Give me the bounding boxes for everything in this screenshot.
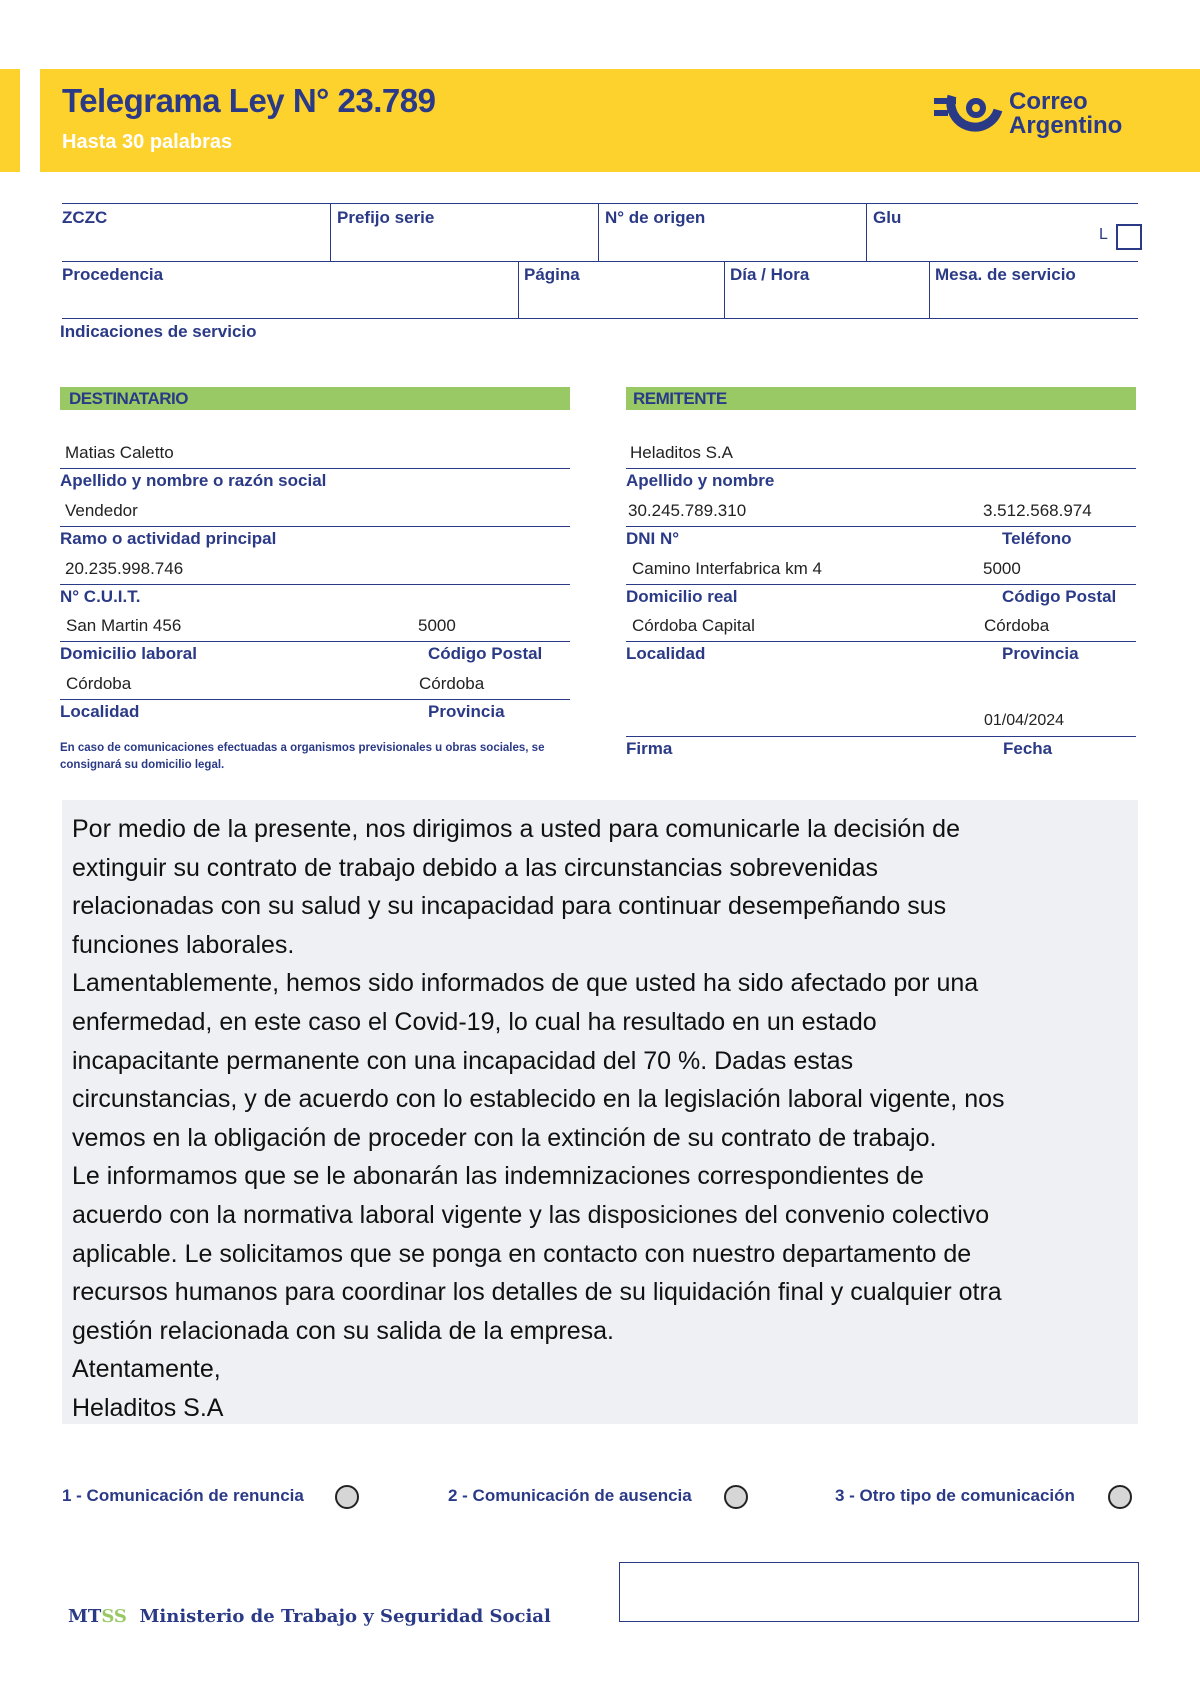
remitente-telefono-value[interactable]: 3.512.568.974 bbox=[983, 501, 1092, 520]
page-title: Telegrama Ley N° 23.789 bbox=[62, 82, 436, 119]
field-line bbox=[60, 641, 570, 642]
remitente-provincia-label: Provincia bbox=[1002, 644, 1079, 663]
destinatario-localidad-value[interactable]: Córdoba bbox=[66, 674, 132, 693]
remitente-dni-label: DNI N° bbox=[626, 529, 680, 548]
remitente-dni-value[interactable]: 30.245.789.310 bbox=[628, 501, 747, 520]
grid-top-line bbox=[62, 203, 1138, 204]
logo-line-2: Argentino bbox=[1009, 112, 1123, 139]
ministry-footer bbox=[68, 1606, 551, 1627]
label-zczc: ZCZC bbox=[62, 208, 108, 227]
grid-divider bbox=[330, 203, 331, 261]
remitente-fecha-label: Fecha bbox=[1003, 739, 1053, 758]
option-ausencia-radio[interactable] bbox=[724, 1485, 748, 1509]
remitente-localidad-label: Localidad bbox=[626, 644, 706, 663]
page-subtitle: Hasta 30 palabras bbox=[62, 131, 233, 153]
signature-box[interactable] bbox=[619, 1562, 1139, 1622]
field-line bbox=[60, 584, 570, 585]
remitente-provincia-value[interactable]: Córdoba bbox=[984, 616, 1050, 635]
destinatario-cp-label: Código Postal bbox=[428, 644, 543, 663]
label-prefijo-serie: Prefijo serie bbox=[337, 208, 435, 227]
destinatario-cp-value[interactable]: 5000 bbox=[418, 616, 456, 635]
destinatario-nombre-label: Apellido y nombre o razón social bbox=[60, 471, 327, 490]
field-line bbox=[626, 526, 1136, 527]
correo-argentino-logo-text bbox=[1009, 90, 1122, 138]
field-line bbox=[626, 468, 1136, 469]
logo-line-1: Correo bbox=[1009, 88, 1088, 115]
mtss-mt: MT bbox=[68, 1606, 102, 1627]
grid-divider bbox=[866, 203, 867, 261]
label-glu: Glu bbox=[873, 208, 902, 227]
message-text[interactable]: Por medio de la presente, nos dirigimos a usted para comunicarle la decisión de extinguir su contrato de trabajo debido a las circunstancias sobrevenidas relacionadas con su salud y su incapacidad para continuar desempeñando sus funciones laborales. Lamentablemente, hemos sido informados de que usted ha sido afectado por una enfermedad, en este caso el Covid-19, lo cual ha resultado en un estado incapacitante permanente con una incapacidad del 70 %. Dadas estas circunstancias, y de acuerdo con lo establecido en la legislación laboral vigente, nos vemos en la obligación de proceder con la extinción de su contrato de trabajo. Le informamos que se le abonarán las indemnizaciones correspondientes de acuerdo con la normativa laboral vigente y las disposiciones del convenio colectivo aplicable. Le solicitamos que se ponga en contacto con nuestro departamento de recursos humanos para coordinar los detalles de su liquidación final y cualquier otra gestión relacionada con su salida de la empresa. Atentamente, Heladitos S.A bbox=[72, 815, 1005, 1422]
destinatario-title: DESTINATARIO bbox=[69, 389, 188, 408]
remitente-title: REMITENTE bbox=[633, 389, 727, 408]
label-procedencia: Procedencia bbox=[62, 265, 164, 284]
field-line bbox=[60, 468, 570, 469]
field-line bbox=[626, 641, 1136, 642]
option-renuncia-radio[interactable] bbox=[335, 1485, 359, 1509]
destinatario-domicilio-label: Domicilio laboral bbox=[60, 644, 197, 663]
destinatario-localidad-label: Localidad bbox=[60, 702, 140, 721]
destinatario-ramo-label: Ramo o actividad principal bbox=[60, 529, 277, 548]
remitente-cp-value[interactable]: 5000 bbox=[983, 559, 1021, 578]
grid-bottom-line bbox=[62, 318, 1138, 319]
grid-row-line bbox=[62, 261, 1138, 262]
mtss-ss: SS bbox=[101, 1606, 127, 1627]
header-accent-strip bbox=[0, 69, 20, 172]
field-line bbox=[626, 584, 1136, 585]
field-line bbox=[60, 699, 570, 700]
destinatario-provincia-value[interactable]: Córdoba bbox=[419, 674, 485, 693]
remitente-firma-label: Firma bbox=[626, 739, 673, 758]
grid-divider bbox=[518, 261, 519, 318]
grid-divider bbox=[724, 261, 725, 318]
destinatario-cuit-value[interactable]: 20.235.998.746 bbox=[65, 559, 184, 578]
option-renuncia-label: 1 - Comunicación de renuncia bbox=[62, 1486, 304, 1505]
destinatario-ramo-value[interactable]: Vendedor bbox=[65, 501, 138, 520]
destinatario-domicilio-value[interactable]: San Martin 456 bbox=[66, 616, 182, 635]
option-otro-radio[interactable] bbox=[1108, 1485, 1132, 1509]
grid-divider bbox=[929, 261, 930, 318]
remitente-cp-label: Código Postal bbox=[1002, 587, 1117, 606]
remitente-domicilio-value[interactable]: Camino Interfabrica km 4 bbox=[632, 559, 822, 578]
field-line bbox=[60, 526, 570, 527]
label-numero-origen: N° de origen bbox=[605, 208, 706, 227]
remitente-nombre-value[interactable]: Heladitos S.A bbox=[630, 443, 733, 462]
destinatario-cuit-label: N° C.U.I.T. bbox=[60, 587, 141, 606]
label-dia-hora: Día / Hora bbox=[730, 265, 810, 284]
option-ausencia-label: 2 - Comunicación de ausencia bbox=[448, 1486, 692, 1505]
remitente-domicilio-label: Domicilio real bbox=[626, 587, 738, 606]
destinatario-note: En caso de comunicaciones efectuadas a organismos previsionales u obras sociales, se consignará su domicilio legal. bbox=[60, 742, 545, 771]
glu-checkbox[interactable] bbox=[1116, 224, 1142, 250]
ministry-name: Ministerio de Trabajo y Seguridad Social bbox=[139, 1606, 551, 1627]
remitente-localidad-value[interactable]: Córdoba Capital bbox=[632, 616, 755, 635]
label-l: L bbox=[1099, 226, 1108, 243]
remitente-telefono-label: Teléfono bbox=[1002, 529, 1072, 548]
remitente-fecha-value[interactable]: 01/04/2024 bbox=[984, 712, 1065, 729]
label-mesa-servicio: Mesa. de servicio bbox=[935, 265, 1076, 284]
option-otro-label: 3 - Otro tipo de comunicación bbox=[835, 1486, 1075, 1505]
label-pagina: Página bbox=[524, 265, 580, 284]
destinatario-provincia-label: Provincia bbox=[428, 702, 505, 721]
field-line bbox=[626, 736, 1136, 737]
destinatario-nombre-value[interactable]: Matias Caletto bbox=[65, 443, 174, 462]
label-indicaciones: Indicaciones de servicio bbox=[60, 322, 257, 341]
remitente-nombre-label: Apellido y nombre bbox=[626, 471, 775, 490]
grid-divider bbox=[598, 203, 599, 261]
